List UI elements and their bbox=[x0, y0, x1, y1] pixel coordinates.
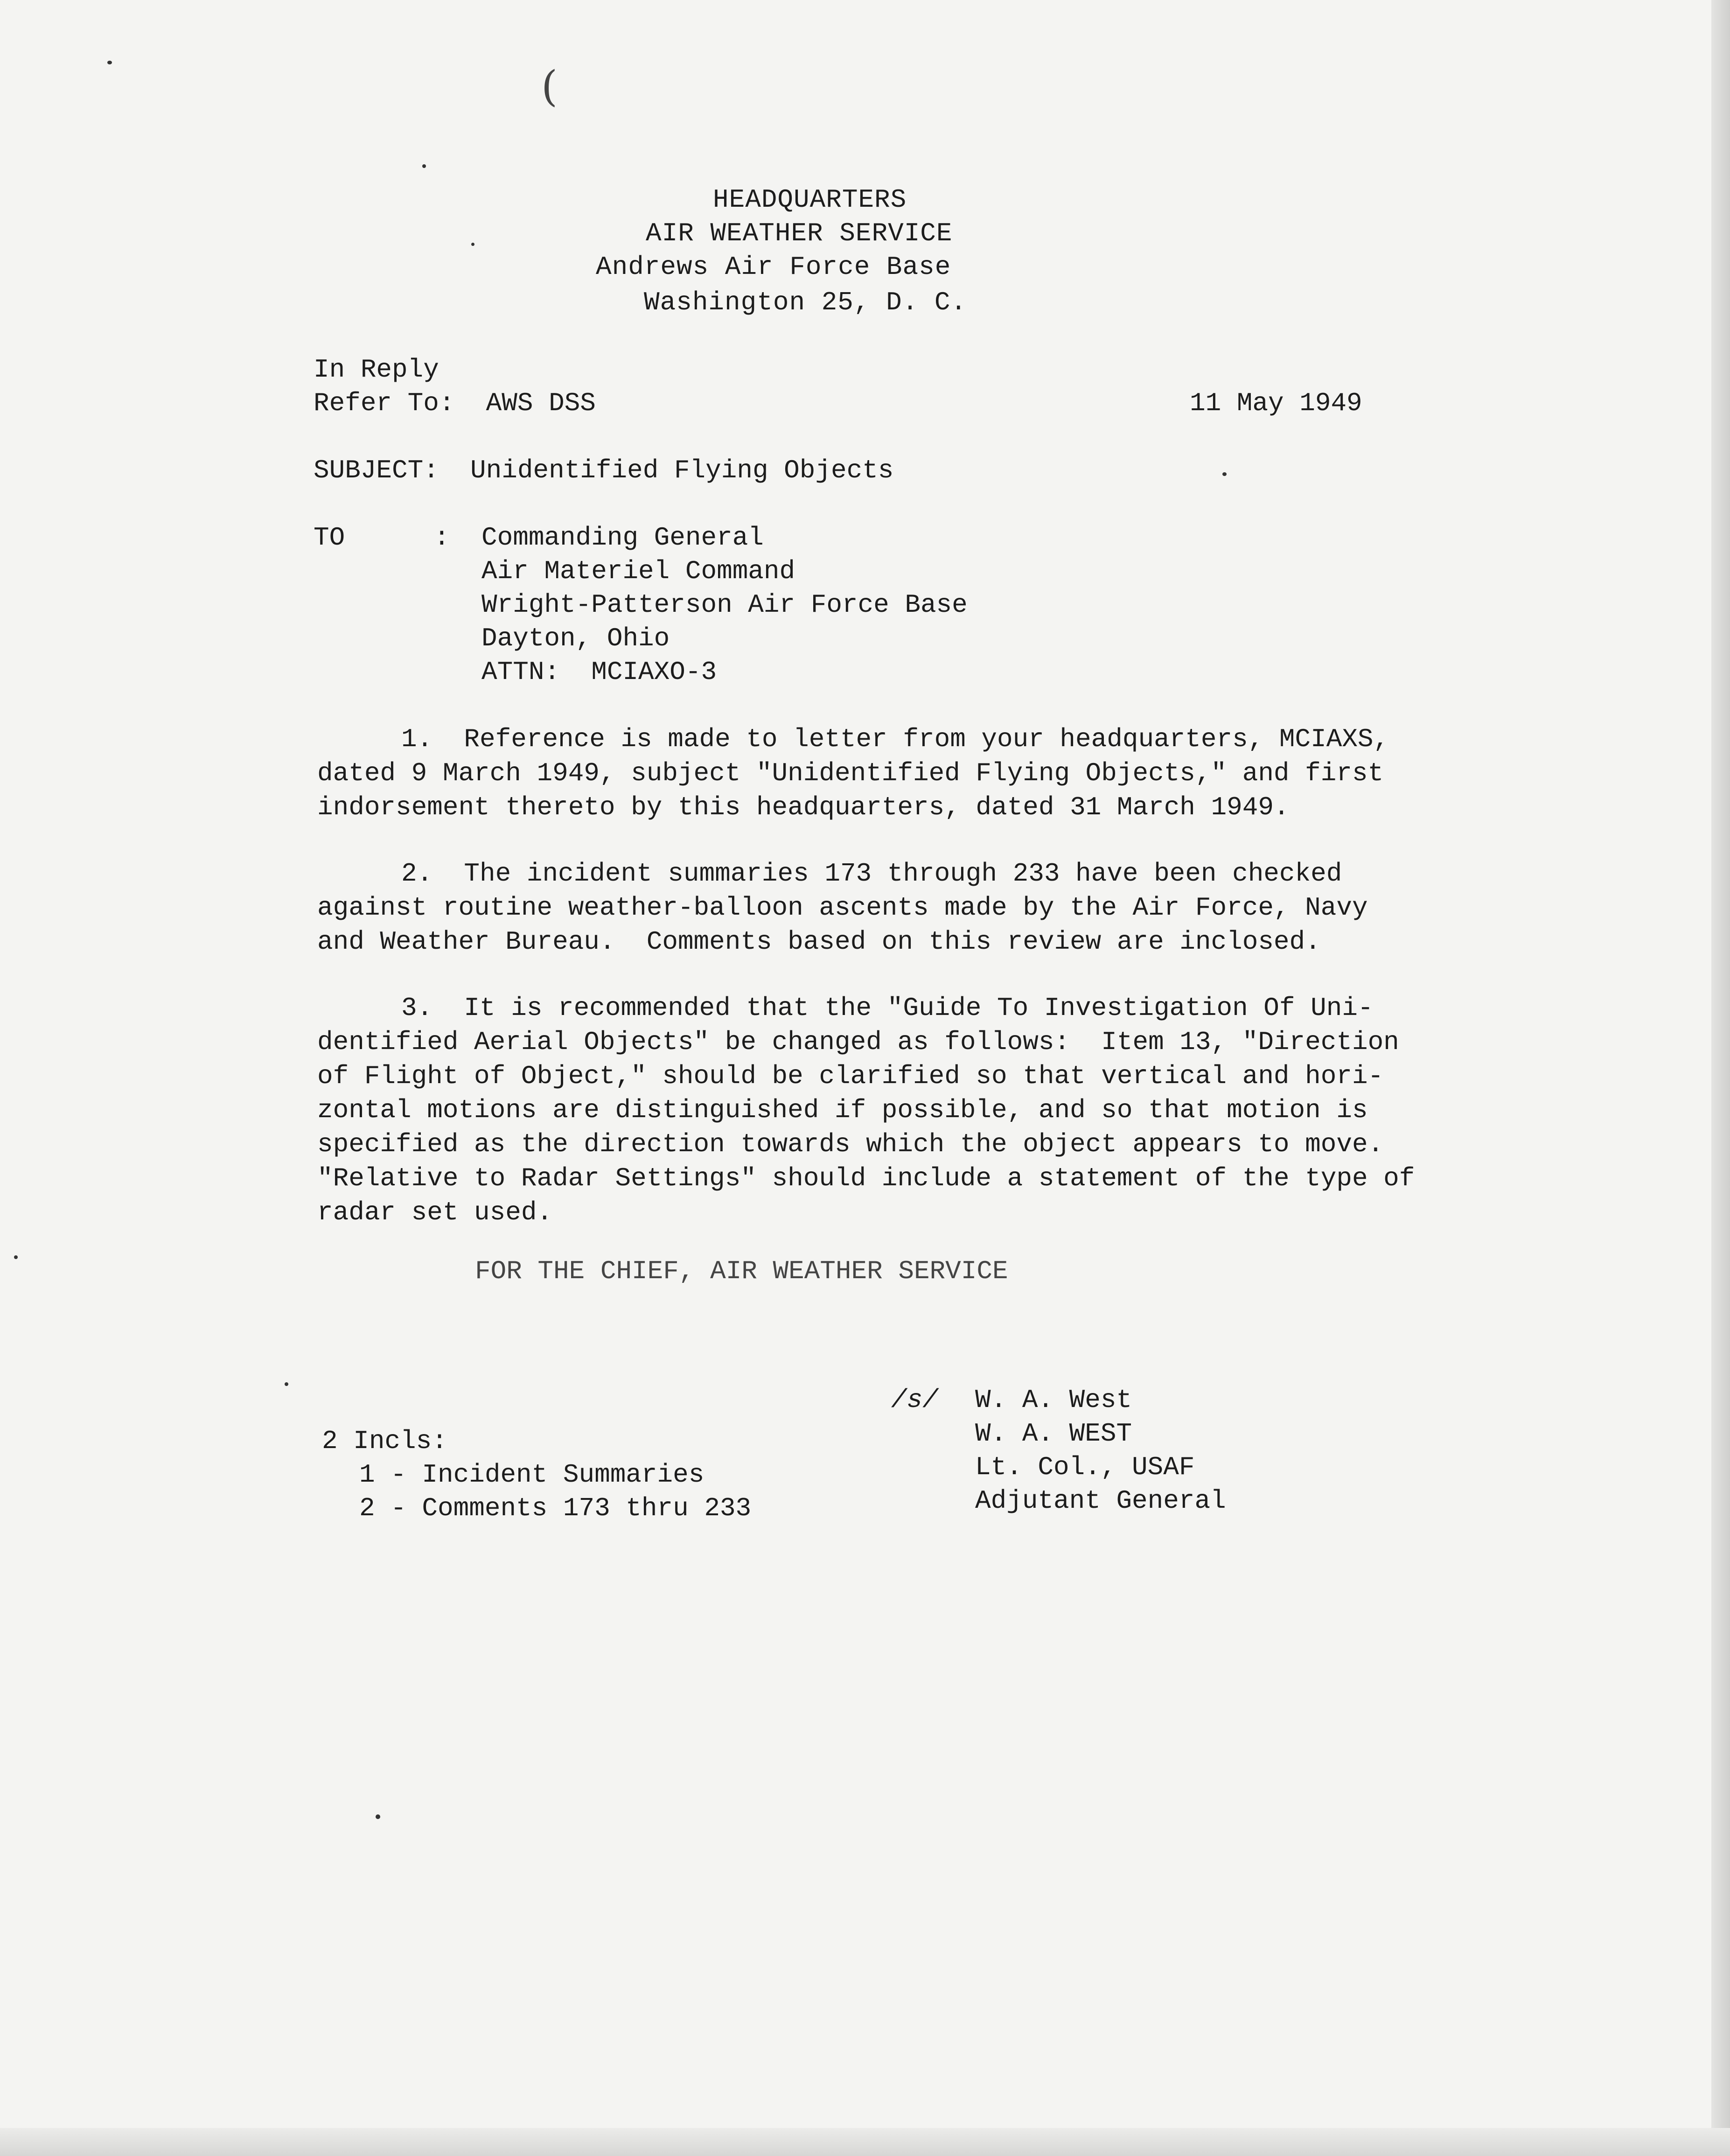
subject-line: SUBJECT: Unidentified Flying Objects bbox=[314, 455, 894, 485]
letterhead-city: Washington 25, D. C. bbox=[644, 287, 967, 317]
reference-in-reply: In Reply bbox=[314, 355, 439, 385]
letter-date: 11 May 1949 bbox=[1190, 388, 1362, 418]
paragraph-3-line: of Flight of Object," should be clarified so that vertical and hori- bbox=[317, 1061, 1384, 1091]
paragraph-3-line: specified as the direction towards which the object appears to move. bbox=[317, 1129, 1384, 1159]
addressee-line-2: Air Materiel Command bbox=[481, 556, 795, 586]
scan-speck bbox=[422, 164, 426, 168]
scan-speck bbox=[14, 1255, 18, 1259]
scan-speck bbox=[1222, 472, 1227, 476]
addressee-line-3: Wright-Patterson Air Force Base bbox=[481, 590, 968, 620]
paragraph-1-line: 1. Reference is made to letter from your headquarters, MCIAXS, bbox=[401, 724, 1389, 754]
paragraph-2-line: 2. The incident summaries 173 through 233 have been checked bbox=[401, 859, 1342, 889]
inclosure-item: 1 - Incident Summaries bbox=[359, 1460, 705, 1490]
paragraph-2-line: against routine weather-balloon ascents made by the Air Force, Navy bbox=[317, 893, 1368, 923]
signature-line-1: W. A. West bbox=[975, 1385, 1132, 1415]
paragraph-1-line: dated 9 March 1949, subject "Unidentified Flying Objects," and first bbox=[317, 758, 1384, 788]
closing-line: FOR THE CHIEF, AIR WEATHER SERVICE bbox=[475, 1256, 1008, 1286]
signature-line-3: Lt. Col., USAF bbox=[975, 1452, 1195, 1482]
inclosure-item: 2 - Comments 173 thru 233 bbox=[359, 1493, 752, 1523]
signature-mark: /s/ bbox=[891, 1385, 938, 1415]
scan-speck bbox=[376, 1814, 380, 1819]
addressee-line-4: Dayton, Ohio bbox=[481, 623, 670, 653]
paragraph-3-line: "Relative to Radar Settings" should include a statement of the type of bbox=[317, 1163, 1415, 1193]
scan-speck bbox=[285, 1382, 288, 1386]
paragraph-3-line: radar set used. bbox=[317, 1197, 553, 1227]
scan-mark: ( bbox=[541, 62, 558, 111]
scan-speck bbox=[107, 61, 112, 64]
to-label: TO bbox=[314, 523, 345, 553]
to-colon: : bbox=[434, 523, 450, 553]
paragraph-3-line: zontal motions are distinguished if possible, and so that motion is bbox=[317, 1095, 1368, 1125]
signature-line-4: Adjutant General bbox=[975, 1486, 1226, 1516]
page-edge-bottom bbox=[0, 2128, 1730, 2156]
paragraph-1-line: indorsement thereto by this headquarters, dated 31 March 1949. bbox=[317, 792, 1290, 822]
letterhead-headquarters: HEADQUARTERS bbox=[713, 185, 907, 215]
addressee-line-1: Commanding General bbox=[481, 523, 764, 553]
letterhead-service: AIR WEATHER SERVICE bbox=[646, 218, 953, 248]
scan-speck bbox=[471, 243, 474, 246]
letterhead-base: Andrews Air Force Base bbox=[596, 252, 951, 282]
paragraph-3-line: 3. It is recommended that the "Guide To Investigation Of Uni- bbox=[401, 993, 1374, 1023]
paragraph-3-line: dentified Aerial Objects" be changed as follows: Item 13, "Direction bbox=[317, 1027, 1399, 1057]
paragraph-2-line: and Weather Bureau. Comments based on this review are inclosed. bbox=[317, 927, 1321, 957]
reference-refer-to: Refer To: AWS DSS bbox=[314, 388, 596, 418]
inclosures-header: 2 Incls: bbox=[322, 1426, 447, 1456]
addressee-line-5: ATTN: MCIAXO-3 bbox=[481, 657, 717, 687]
page-edge-right bbox=[1711, 0, 1730, 2156]
signature-line-2: W. A. WEST bbox=[975, 1419, 1132, 1449]
